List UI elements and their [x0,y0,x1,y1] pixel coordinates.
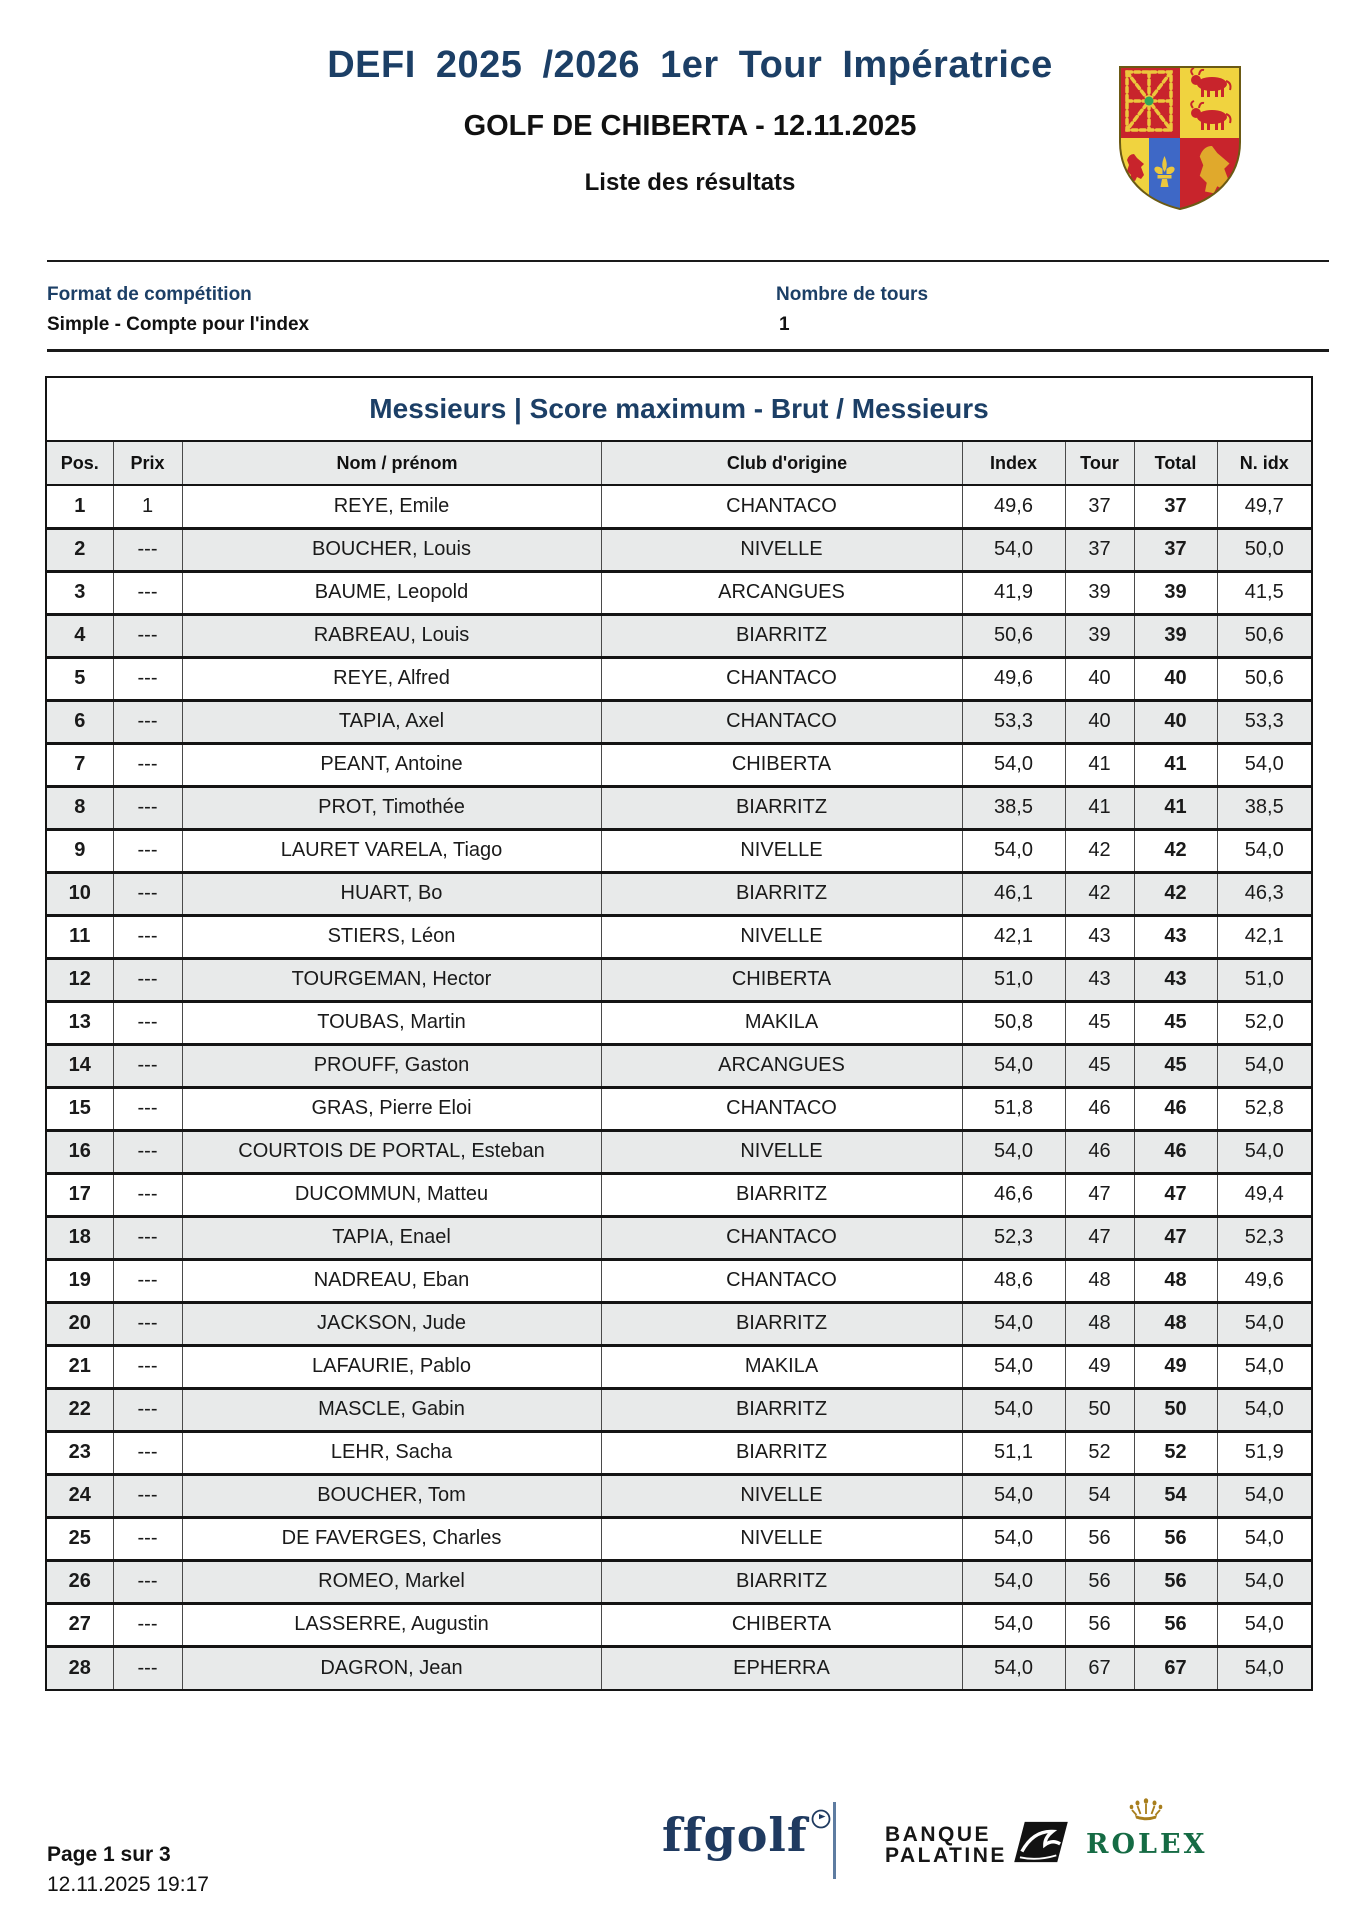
format-value: Simple - Compte pour l'index [47,314,310,335]
cell-index: 54,0 [962,1130,1065,1173]
table-row [47,1001,1311,1044]
cell-prize: --- [113,1087,182,1130]
cell-tour: 48 [1065,1302,1134,1345]
format-label: Format de compétition [47,284,252,305]
cell-new-index: 42,1 [1217,915,1311,958]
table-row [47,1474,1311,1517]
cell-index: 54,0 [962,1560,1065,1603]
cell-total: 41 [1134,786,1217,829]
cell-prize: --- [113,829,182,872]
table-row [47,1560,1311,1603]
cell-club: BIARRITZ [601,1560,962,1603]
cell-player-name: JACKSON, Jude [182,1302,601,1345]
cell-club: CHANTACO [601,700,962,743]
results-table [47,440,1311,1689]
cell-total: 56 [1134,1560,1217,1603]
cell-club: NIVELLE [601,829,962,872]
cell-total: 43 [1134,958,1217,1001]
table-row [47,571,1311,614]
table-row [47,1173,1311,1216]
cell-total: 47 [1134,1216,1217,1259]
cell-total: 39 [1134,614,1217,657]
cell-prize: --- [113,786,182,829]
cell-player-name: LASSERRE, Augustin [182,1603,601,1646]
cell-total: 56 [1134,1603,1217,1646]
cell-tour: 47 [1065,1216,1134,1259]
cell-player-name: PROUFF, Gaston [182,1044,601,1087]
cell-total: 47 [1134,1173,1217,1216]
cell-total: 49 [1134,1345,1217,1388]
cell-tour: 56 [1065,1603,1134,1646]
cell-position: 3 [47,571,113,614]
cell-tour: 39 [1065,571,1134,614]
cell-total: 52 [1134,1431,1217,1474]
divider-top [47,260,1329,262]
cell-position: 19 [47,1259,113,1302]
cell-index: 54,0 [962,1044,1065,1087]
cell-index: 54,0 [962,528,1065,571]
cell-new-index: 50,6 [1217,657,1311,700]
table-row [47,1259,1311,1302]
table-row [47,1216,1311,1259]
cell-position: 12 [47,958,113,1001]
cell-tour: 56 [1065,1560,1134,1603]
cell-prize: --- [113,1259,182,1302]
cell-position: 27 [47,1603,113,1646]
cell-club: BIARRITZ [601,1388,962,1431]
rolex-logo-text: ROLEX [1086,1829,1208,1860]
cell-new-index: 52,3 [1217,1216,1311,1259]
cell-index: 54,0 [962,1646,1065,1689]
cell-total: 46 [1134,1130,1217,1173]
column-header-tour: Tour [1065,441,1134,485]
table-row [47,958,1311,1001]
cell-prize: --- [113,743,182,786]
cell-prize: --- [113,700,182,743]
cell-position: 17 [47,1173,113,1216]
cell-total: 43 [1134,915,1217,958]
cell-total: 42 [1134,872,1217,915]
cell-tour: 46 [1065,1130,1134,1173]
cell-club: ARCANGUES [601,571,962,614]
cell-new-index: 54,0 [1217,1345,1311,1388]
table-row [47,1603,1311,1646]
cell-club: CHANTACO [601,1087,962,1130]
cell-tour: 46 [1065,1087,1134,1130]
cell-new-index: 54,0 [1217,1130,1311,1173]
cell-prize: --- [113,1345,182,1388]
cell-total: 46 [1134,1087,1217,1130]
table-row [47,528,1311,571]
cell-prize: --- [113,1646,182,1689]
cell-prize: --- [113,1001,182,1044]
cell-new-index: 54,0 [1217,1302,1311,1345]
cell-tour: 54 [1065,1474,1134,1517]
cell-new-index: 46,3 [1217,872,1311,915]
cell-index: 50,6 [962,614,1065,657]
cell-position: 16 [47,1130,113,1173]
cell-player-name: TAPIA, Axel [182,700,601,743]
cell-prize: --- [113,872,182,915]
cell-club: MAKILA [601,1345,962,1388]
banque-palatine-logo [885,1820,1069,1869]
cell-player-name: STIERS, Léon [182,915,601,958]
cell-total: 54 [1134,1474,1217,1517]
cell-position: 22 [47,1388,113,1431]
results-list-label: Liste des résultats [584,169,796,196]
cell-position: 23 [47,1431,113,1474]
cell-total: 48 [1134,1302,1217,1345]
cell-tour: 37 [1065,528,1134,571]
cell-total: 45 [1134,1001,1217,1044]
cell-position: 9 [47,829,113,872]
cell-total: 42 [1134,829,1217,872]
cell-new-index: 54,0 [1217,1388,1311,1431]
cell-player-name: COURTOIS DE PORTAL, Esteban [182,1130,601,1173]
cell-prize: --- [113,1388,182,1431]
cell-new-index: 50,6 [1217,614,1311,657]
cell-player-name: DUCOMMUN, Matteu [182,1173,601,1216]
cell-position: 20 [47,1302,113,1345]
table-row [47,1646,1311,1689]
cell-total: 41 [1134,743,1217,786]
cell-index: 51,8 [962,1087,1065,1130]
table-row [47,700,1311,743]
ffgolf-logo [662,1808,828,1862]
cell-position: 1 [47,485,113,528]
divider-bottom [47,349,1329,352]
cell-club: CHANTACO [601,1216,962,1259]
cell-club: ARCANGUES [601,1044,962,1087]
table-row [47,1302,1311,1345]
rolex-crown-icon [1086,1798,1206,1827]
results-table-box [45,376,1313,1691]
cell-player-name: DE FAVERGES, Charles [182,1517,601,1560]
cell-index: 54,0 [962,829,1065,872]
cell-prize: --- [113,571,182,614]
cell-new-index: 54,0 [1217,1646,1311,1689]
cell-position: 28 [47,1646,113,1689]
cell-club: CHIBERTA [601,958,962,1001]
cell-player-name: ROMEO, Markel [182,1560,601,1603]
cell-tour: 67 [1065,1646,1134,1689]
cell-index: 54,0 [962,1603,1065,1646]
results-body [47,485,1311,1689]
table-row [47,1517,1311,1560]
cell-position: 7 [47,743,113,786]
cell-club: CHANTACO [601,1259,962,1302]
cell-position: 6 [47,700,113,743]
cell-tour: 37 [1065,485,1134,528]
cell-player-name: DAGRON, Jean [182,1646,601,1689]
cell-index: 52,3 [962,1216,1065,1259]
cell-tour: 39 [1065,614,1134,657]
cell-prize: --- [113,958,182,1001]
cell-player-name: TOUBAS, Martin [182,1001,601,1044]
banque-palatine-mark-icon [1013,1820,1069,1869]
cell-prize: --- [113,528,182,571]
cell-prize: --- [113,1560,182,1603]
rounds-label: Nombre de tours [776,284,929,305]
cell-new-index: 54,0 [1217,829,1311,872]
cell-player-name: LEHR, Sacha [182,1431,601,1474]
cell-index: 54,0 [962,743,1065,786]
cell-new-index: 49,6 [1217,1259,1311,1302]
banque-palatine-line1: BANQUE [885,1822,992,1846]
course-and-date: GOLF DE CHIBERTA - 12.11.2025 [463,110,917,142]
column-header-prix: Prix [113,441,182,485]
cell-new-index: 54,0 [1217,1517,1311,1560]
table-row [47,1345,1311,1388]
rounds-value: 1 [779,314,790,335]
cell-player-name: BOUCHER, Tom [182,1474,601,1517]
cell-tour: 40 [1065,700,1134,743]
cell-position: 24 [47,1474,113,1517]
table-row [47,485,1311,528]
cell-new-index: 49,4 [1217,1173,1311,1216]
cell-new-index: 54,0 [1217,1560,1311,1603]
cell-position: 25 [47,1517,113,1560]
cell-position: 13 [47,1001,113,1044]
column-header-name: Nom / prénom [182,441,601,485]
cell-club: CHIBERTA [601,743,962,786]
cell-position: 11 [47,915,113,958]
cell-prize: --- [113,1474,182,1517]
cell-club: BIARRITZ [601,1302,962,1345]
cell-index: 54,0 [962,1388,1065,1431]
table-row [47,786,1311,829]
cell-index: 46,1 [962,872,1065,915]
cell-new-index: 52,8 [1217,1087,1311,1130]
rolex-logo [1086,1798,1206,1860]
cell-index: 48,6 [962,1259,1065,1302]
cell-tour: 52 [1065,1431,1134,1474]
cell-position: 26 [47,1560,113,1603]
cell-prize: --- [113,1603,182,1646]
cell-index: 54,0 [962,1474,1065,1517]
cell-prize: --- [113,1302,182,1345]
cell-tour: 45 [1065,1044,1134,1087]
cell-new-index: 51,9 [1217,1431,1311,1474]
ffgolf-logo-text: ffgolf [662,1808,808,1862]
table-row [47,614,1311,657]
cell-prize: --- [113,1130,182,1173]
cell-club: NIVELLE [601,1130,962,1173]
table-header-row [47,441,1311,485]
cell-player-name: NADREAU, Eban [182,1259,601,1302]
cell-total: 37 [1134,528,1217,571]
cell-total: 67 [1134,1646,1217,1689]
cell-new-index: 41,5 [1217,571,1311,614]
cell-new-index: 52,0 [1217,1001,1311,1044]
table-row [47,1431,1311,1474]
cell-position: 15 [47,1087,113,1130]
column-header-index: Index [962,441,1065,485]
cell-index: 51,0 [962,958,1065,1001]
cell-new-index: 51,0 [1217,958,1311,1001]
cell-position: 14 [47,1044,113,1087]
cell-prize: --- [113,915,182,958]
cell-new-index: 50,0 [1217,528,1311,571]
banque-palatine-line2: PALATINE [885,1843,1007,1867]
cell-club: CHANTACO [601,485,962,528]
cell-tour: 43 [1065,958,1134,1001]
cell-index: 49,6 [962,485,1065,528]
cell-new-index: 49,7 [1217,485,1311,528]
cell-player-name: PROT, Timothée [182,786,601,829]
cell-prize: --- [113,1044,182,1087]
cell-tour: 42 [1065,872,1134,915]
cell-player-name: MASCLE, Gabin [182,1388,601,1431]
cell-club: CHANTACO [601,657,962,700]
cell-tour: 40 [1065,657,1134,700]
table-row [47,872,1311,915]
cell-new-index: 54,0 [1217,743,1311,786]
table-row [47,1087,1311,1130]
cell-tour: 50 [1065,1388,1134,1431]
table-row [47,829,1311,872]
page-number: Page 1 sur 3 [47,1843,171,1866]
cell-player-name: TAPIA, Enael [182,1216,601,1259]
cell-prize: --- [113,1216,182,1259]
cell-total: 40 [1134,700,1217,743]
cell-position: 5 [47,657,113,700]
cell-club: BIARRITZ [601,1173,962,1216]
cell-index: 42,1 [962,915,1065,958]
table-row [47,915,1311,958]
cell-player-name: TOURGEMAN, Hector [182,958,601,1001]
cell-index: 50,8 [962,1001,1065,1044]
cell-player-name: GRAS, Pierre Eloi [182,1087,601,1130]
cell-tour: 42 [1065,829,1134,872]
cell-position: 18 [47,1216,113,1259]
cell-player-name: LAURET VARELA, Tiago [182,829,601,872]
cell-index: 54,0 [962,1345,1065,1388]
cell-club: NIVELLE [601,1517,962,1560]
cell-player-name: RABREAU, Louis [182,614,601,657]
cell-index: 51,1 [962,1431,1065,1474]
cell-total: 56 [1134,1517,1217,1560]
cell-tour: 45 [1065,1001,1134,1044]
cell-tour: 49 [1065,1345,1134,1388]
cell-total: 37 [1134,485,1217,528]
cell-tour: 41 [1065,743,1134,786]
cell-index: 49,6 [962,657,1065,700]
cell-new-index: 53,3 [1217,700,1311,743]
cell-total: 50 [1134,1388,1217,1431]
cell-tour: 41 [1065,786,1134,829]
print-datetime: 12.11.2025 19:17 [47,1873,209,1896]
cell-tour: 56 [1065,1517,1134,1560]
table-row [47,1388,1311,1431]
cell-tour: 48 [1065,1259,1134,1302]
cell-index: 53,3 [962,700,1065,743]
table-row [47,1044,1311,1087]
cell-tour: 43 [1065,915,1134,958]
cell-total: 45 [1134,1044,1217,1087]
table-row [47,657,1311,700]
cell-prize: --- [113,1517,182,1560]
cell-position: 4 [47,614,113,657]
cell-player-name: LAFAURIE, Pablo [182,1345,601,1388]
cell-club: CHIBERTA [601,1603,962,1646]
cell-player-name: BOUCHER, Louis [182,528,601,571]
cell-index: 54,0 [962,1302,1065,1345]
cell-new-index: 38,5 [1217,786,1311,829]
cell-position: 21 [47,1345,113,1388]
column-header-club: Club d'origine [601,441,962,485]
cell-club: BIARRITZ [601,872,962,915]
cell-new-index: 54,0 [1217,1603,1311,1646]
column-header-total: Total [1134,441,1217,485]
column-header-nidx: N. idx [1217,441,1311,485]
cell-club: BIARRITZ [601,614,962,657]
cell-tour: 47 [1065,1173,1134,1216]
cell-total: 48 [1134,1259,1217,1302]
ffgolf-flag-icon [811,1786,831,1840]
cell-prize: --- [113,614,182,657]
cell-player-name: BAUME, Leopold [182,571,601,614]
cell-index: 41,9 [962,571,1065,614]
series-title: Messieurs | Score maximum - Brut / Messieurs [369,393,989,424]
cell-club: NIVELLE [601,1474,962,1517]
cell-index: 46,6 [962,1173,1065,1216]
cell-club: MAKILA [601,1001,962,1044]
cell-new-index: 54,0 [1217,1474,1311,1517]
cell-club: BIARRITZ [601,1431,962,1474]
cell-total: 39 [1134,571,1217,614]
cell-position: 8 [47,786,113,829]
cell-player-name: PEANT, Antoine [182,743,601,786]
coat-of-arms-icon [1117,64,1243,218]
cell-position: 10 [47,872,113,915]
cell-index: 38,5 [962,786,1065,829]
footer-divider [833,1802,836,1879]
cell-player-name: REYE, Alfred [182,657,601,700]
cell-index: 54,0 [962,1517,1065,1560]
cell-prize: --- [113,657,182,700]
cell-prize: --- [113,1431,182,1474]
cell-prize: 1 [113,485,182,528]
cell-club: EPHERRA [601,1646,962,1689]
cell-prize: --- [113,1173,182,1216]
cell-club: NIVELLE [601,528,962,571]
table-row [47,1130,1311,1173]
cell-player-name: REYE, Emile [182,485,601,528]
cell-player-name: HUART, Bo [182,872,601,915]
cell-position: 2 [47,528,113,571]
cell-new-index: 54,0 [1217,1044,1311,1087]
cell-total: 40 [1134,657,1217,700]
competition-title: DEFI 2025 /2026 1er Tour Impératrice [327,44,1053,86]
cell-club: NIVELLE [601,915,962,958]
column-header-pos: Pos. [47,441,113,485]
cell-club: BIARRITZ [601,786,962,829]
table-row [47,743,1311,786]
